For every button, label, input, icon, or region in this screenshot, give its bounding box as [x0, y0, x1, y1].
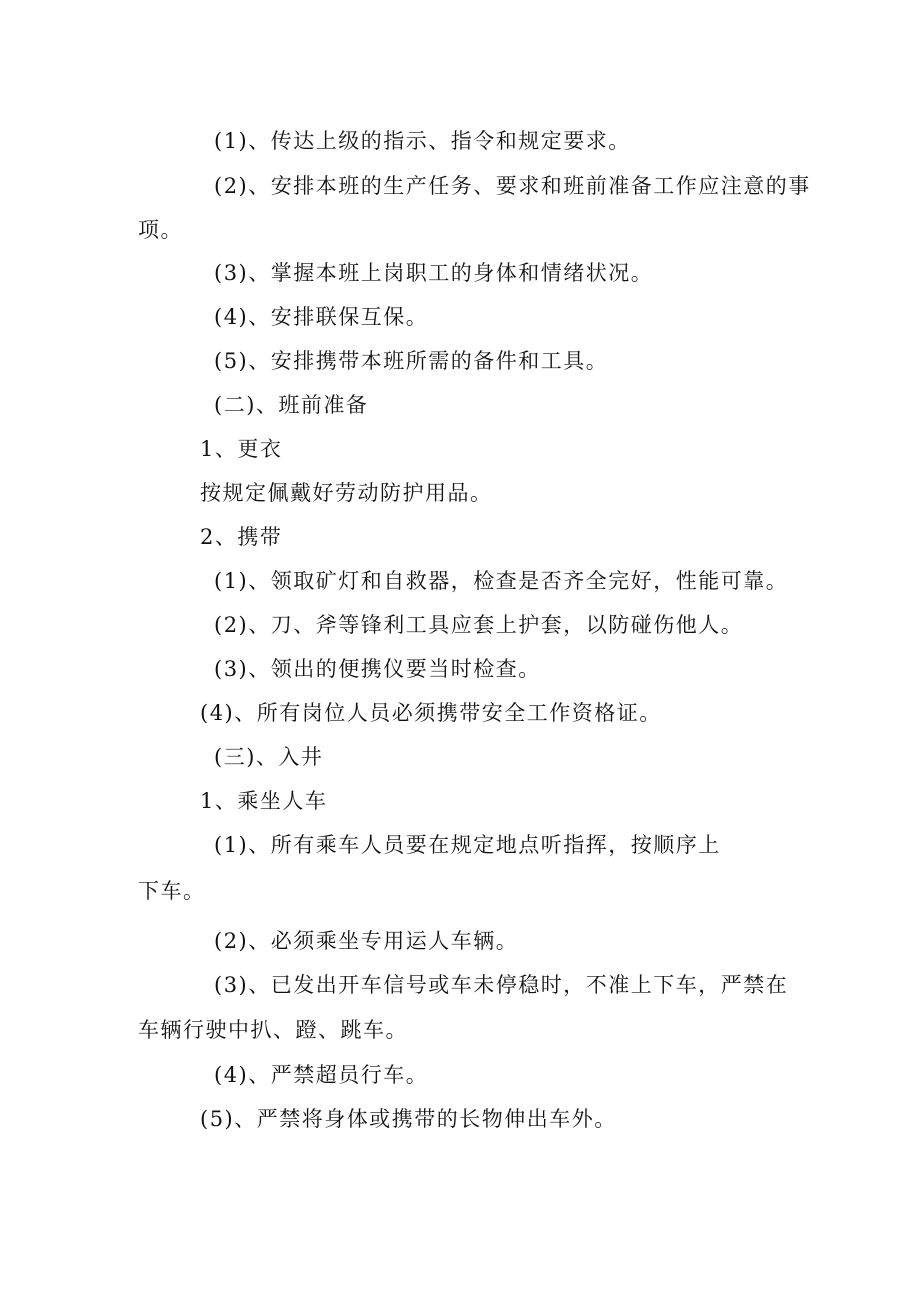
- sub-heading-3: 1、乘坐人车: [200, 789, 328, 813]
- text-line-6: (5)、安排携带本班所需的备件和工具。: [214, 349, 609, 373]
- text-line-18: 下车。: [138, 879, 206, 903]
- text-line-23: (5)、严禁将身体或携带的长物伸出车外。: [200, 1107, 617, 1131]
- text-line-19: (2)、必须乘坐专用运人车辆。: [214, 929, 519, 953]
- text-line-9: 按规定佩戴好劳动防护用品。: [200, 481, 493, 505]
- text-line-22: (4)、严禁超员行车。: [214, 1063, 429, 1087]
- text-line-14: (4)、所有岗位人员必须携带安全工作资格证。: [200, 701, 662, 725]
- sub-heading-1: 1、更衣: [200, 437, 283, 461]
- text-line-13: (3)、领出的便携仪要当时检查。: [214, 657, 541, 681]
- text-line-21: 车辆行驶中扒、蹬、跳车。: [138, 1018, 408, 1042]
- section-heading-3: (三)、入井: [214, 745, 324, 769]
- text-line-2: (2)、安排本班的生产任务、要求和班前准备工作应注意的事: [214, 174, 811, 198]
- text-line-20: (3)、已发出开车信号或车未停稳时，不准上下车，严禁在: [214, 973, 789, 997]
- text-line-12: (2)、刀、斧等锋利工具应套上护套，以防碰伤他人。: [214, 613, 744, 637]
- text-line-4: (3)、掌握本班上岗职工的身体和情绪状况。: [214, 261, 654, 285]
- text-line-17: (1)、所有乘车人员要在规定地点听指挥，按顺序上: [214, 833, 721, 857]
- text-line-11: (1)、领取矿灯和自救器，检查是否齐全完好，性能可靠。: [214, 569, 789, 593]
- text-line-5: (4)、安排联保互保。: [214, 305, 429, 329]
- section-heading-2: (二)、班前准备: [214, 393, 369, 417]
- text-line-3: 项。: [138, 218, 183, 242]
- sub-heading-2: 2、携带: [200, 525, 283, 549]
- text-line-1: (1)、传达上级的指示、指令和规定要求。: [214, 129, 631, 153]
